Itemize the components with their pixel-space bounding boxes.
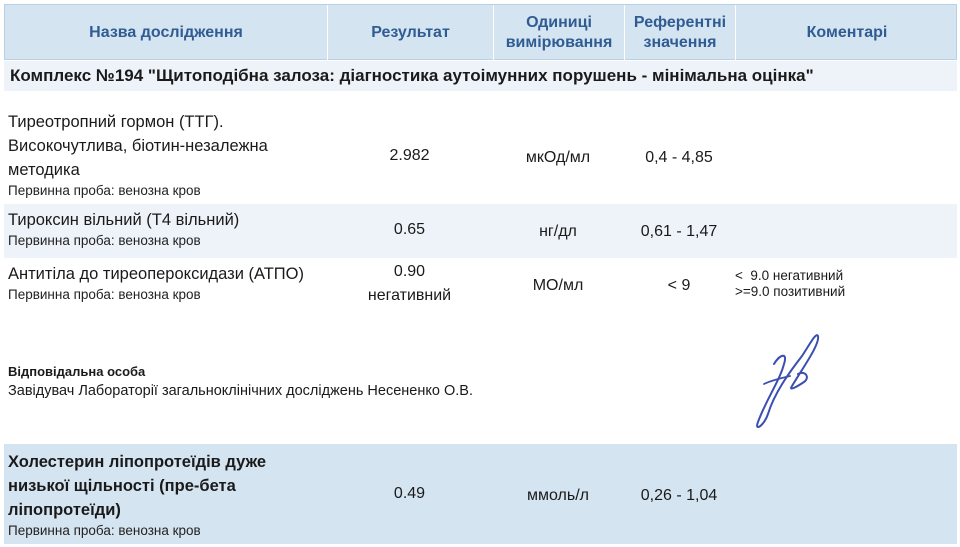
- test-name: Антитіла до тиреопероксидази (АТПО): [8, 265, 304, 283]
- test-name: Холестерин ліпопротеїдів дуже низької щільності (пре-бета ліпопротеїди): [8, 453, 267, 519]
- test-name-cell: [8, 208, 328, 250]
- test-name-cell: [8, 262, 328, 304]
- header-comments: Коментарі: [806, 24, 888, 41]
- table-header: [4, 4, 957, 60]
- units-value: нг/дл: [539, 223, 577, 240]
- responsible-label: Відповідальна особа: [8, 364, 146, 379]
- header-result: Результат: [371, 24, 450, 41]
- result-value: 0.90 негативний: [367, 263, 452, 304]
- table-row: [4, 204, 957, 258]
- test-name: Тиреотропний гормон (ТТГ). Високочутлива, біотин-незалежна методика: [8, 113, 268, 179]
- table-row: [4, 258, 957, 314]
- test-name-cell: [8, 450, 308, 540]
- responsible-text: Завідувач Лабораторії загальноклінічних досліджень Несененко О.В.: [8, 383, 473, 399]
- test-name-cell: [8, 110, 328, 200]
- header-units: Одиниці вимірювання: [505, 14, 613, 51]
- sample-type: Первинна проба: венозна кров: [8, 233, 201, 248]
- sample-type: Первинна проба: венозна кров: [8, 523, 201, 538]
- header-reference: Референтні значення: [633, 14, 727, 51]
- units-value: МО/мл: [532, 277, 584, 294]
- reference-value: 0,61 - 1,47: [640, 223, 718, 240]
- result-value: 2.982: [389, 147, 430, 164]
- result-value: 0.65: [393, 221, 426, 238]
- reference-value: < 9: [667, 277, 691, 294]
- sample-type: Первинна проба: венозна кров: [8, 287, 201, 302]
- units-value: ммоль/л: [527, 487, 589, 504]
- table-row: [4, 106, 957, 202]
- signature-image: [744, 330, 824, 434]
- section-title: Комплекс №194 "Щитоподібна залоза: діагностика аутоімунних порушень - мінімальна оцінка": [4, 61, 957, 91]
- units-value: мкОд/мл: [525, 149, 591, 166]
- reference-value: 0,4 - 4,85: [645, 149, 713, 166]
- comment-value: < 9.0 негативний >=9.0 позитивний: [735, 268, 846, 299]
- reference-value: 0,26 - 1,04: [640, 487, 718, 504]
- result-value: 0.49: [393, 485, 426, 502]
- table-row: [4, 444, 957, 544]
- test-name: Тироксин вільний (Т4 вільний): [8, 211, 240, 229]
- header-name: Назва дослідження: [89, 24, 243, 41]
- sample-type: Первинна проба: венозна кров: [8, 183, 201, 198]
